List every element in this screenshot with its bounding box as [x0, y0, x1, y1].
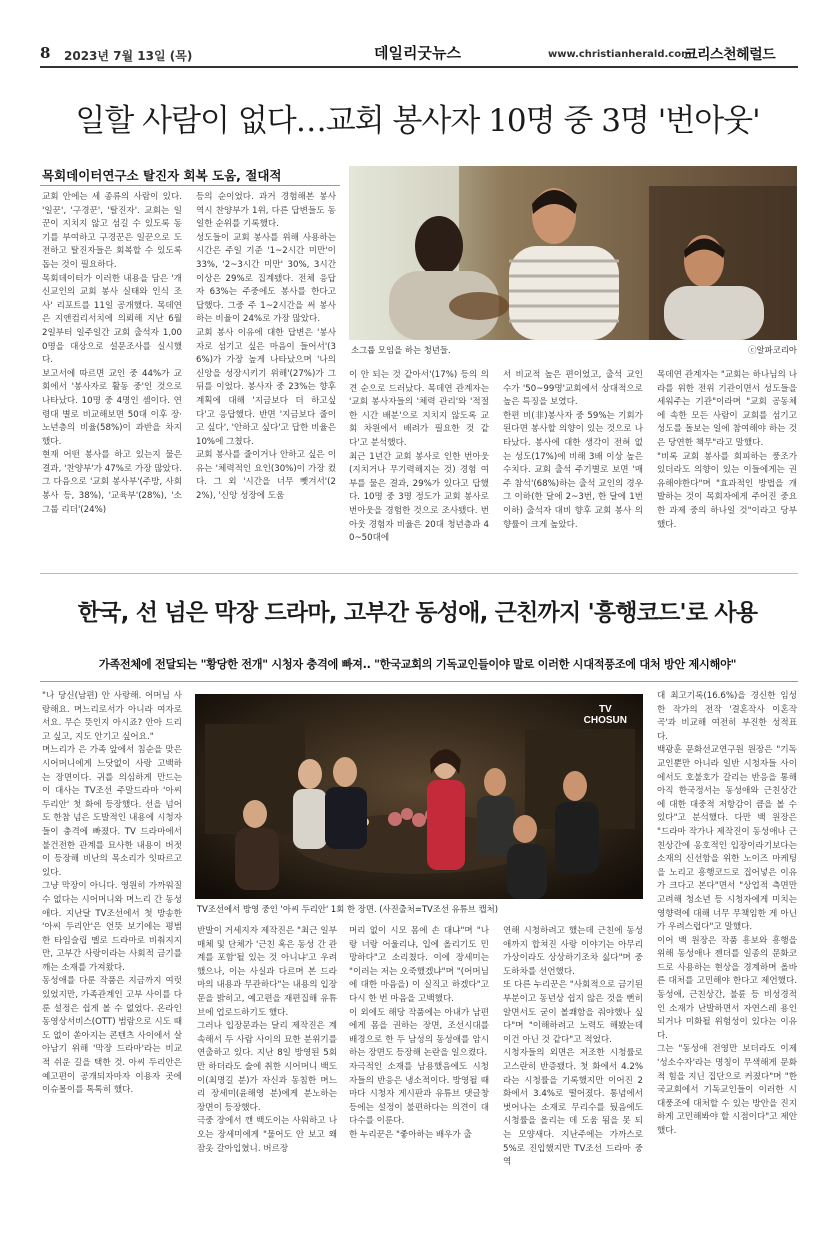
article2-photo: [195, 694, 643, 899]
article1-column-2: [196, 191, 336, 566]
tv-chosun-logo-top: TV: [598, 704, 612, 715]
article2-column-2: [197, 925, 337, 1220]
article-separator: [40, 573, 798, 574]
article2-headline: 한국, 선 넘은 막장 드라마, 고부간 동성애, 근친까지 '흥행코드'로 사용: [77, 600, 758, 626]
article2-column-1: [42, 690, 182, 1220]
article1-photo-illustration: [349, 166, 797, 340]
article1-headline: 일할 사람이 없다…교회 봉사자 10명 중 3명 '번아웃': [75, 103, 760, 139]
header-rule: [40, 66, 798, 68]
article2-subhead: 가족전체에 전달되는 "황당한 전개" 시청자 충격에 빠져.. "한국교회의 기독교인들이야 말로 이러한 시대적풍조에 대처 방안 제시해야": [98, 658, 737, 671]
article2-column-4-text: 연해 시청하려고 했는데 근친에 동성애까지 합쳐진 사랑 이야기는 아무리 가상이라도 상상하기조차 싫다"며 중도하차를 선언했다. 또 다른 누리꾼은 "사회적으로 금기된 부분이고 동년상 쉽지 않은 것을 뻔히 알면서도 굳이 볼쾌함을 줘야했나 싶다"며 "이해하려고 노력도 해봤는데 이건 아닌 것 같다"고 적었다. 시청자들의 외면은 저조한 시청률로 고스란히 반증됐다. 첫 화에서 4.2%라는 시청률을 기록했지만 이어진 2화에서 3.4%로 떨어졌다. 통념에서 벗어나는 소재로 무리수를 뒀음에도 시청률을 올리는 데 도움 됨을 못 되는 모양새다. 지난주에는 가까스로 5%로 진입했지만 TV조선 드라마 중 역: [503, 926, 643, 1168]
article2-column-1-text: "나 당신(남편) 안 사랑해. 어머님 사랑해요. 며느리로서가 아니라 여자로서요. 무슨 뜻인지 아시죠? 안아 드리고 싶고, 지도 안기고 싶어요." 며느리가 은 가족 앞에서 침순을 맞은 시어머니에게 느닷없이 사랑 고백하는 장면이다. 귀를 의심하게 만드는 이 대사는 TV조선 주말드라마 '아씨 두리안' 첫 화에 등장했다. 선을 넘어도 한참 넘은 도발적인 내용에 시청자들이 충격에 빠졌다. TV 드라마에서 불건전한 관계를 묘사한 내용이 버젓이 등장해 비난의 목소리가 잇따르고 있다. 그냥 막장이 아니다. 영원히 가까워질 수 없다는 시어머니와 며느리 간 동성애다. 지난달 TV조선에서 첫 방송한 '아씨 두리안'은 언뜻 보기에는 평범한 타임슬립 멜로 드라마로 비춰지지만, 고부간 사랑이라는 사회적 금기를 깨는 소재를 가져왔다. 동성애를 다룬 작품은 지금까지 여럿 있었지만, 가족관계인 고부 사이를 다룬 설정은 쉽게 볼 수 없었다. 온라인동영상서비스(OTT) 범람으로 시도 때도 없이 쏟아지는 콘텐츠 사이에서 살아남기 위해 '막장 드라마'라는 비교적 쉬운 길을 택한 것. 아씨 두리안은 예고편이 공개되자마자 이용자 곳에 이슈몰이를 톡톡히 했다.: [42, 691, 182, 1096]
tv-chosun-logo-bottom: CHOSUN: [583, 715, 627, 726]
issue-date: 2023년 7월 13일 (목): [64, 49, 193, 63]
tv-chosun-logo: [584, 704, 627, 726]
article1-subhead-rule: [40, 185, 340, 186]
article1-photo: [349, 166, 797, 340]
article2-column-2-text: 반발이 거세지자 제작진은 "최근 일부 매체 및 단체가 '근친 혹은 동성 간 관계를 포함'될 있는 것 아니냐'고 우려했으나, 이는 사실과 다르며 본 드라마의 내용과 무관하다"는 내용의 입장문을 밝히고, 예고편을 재편집해 유튜브에 업로드하기도 했다. 그러나 입장문과는 달리 제작진은 계속해서 두 사람 사이의 묘한 분위기를 연출하고 있다. 지난 8일 방영된 5회만 하더라도 술에 취한 시어머니 백도이(최명길 분)가 자신과 동침한 며느리 장세미(윤해영 분)에게 분노하는 장면이 등장했다. 극중 장에서 깬 백도이는 사워하고 나오는 장세미에게 "물어도 안 보고 왜 잠옷 갈아입혔니. 버르장: [197, 926, 337, 1154]
article2-photo-illustration: [195, 694, 643, 899]
article1-column-4: [503, 369, 643, 566]
article1-photo-caption: 소그룹 모임을 하는 청년들.: [351, 345, 451, 355]
article1-column-3: [349, 369, 489, 566]
article2-column-4: [503, 925, 643, 1220]
article2-column-3-text: 머리 없이 시모 몸에 손 대냐"며 "나랑 너랑 어울리냐, 입에 올리기도 민망하다"고 소리쳤다. 이에 장세미는 "이러는 저는 오죽했겠냐"며 "(어머님에 대한 마음을) 이 실직고 하겠다"고 다시 한 번 마음을 고백했다. 이 외에도 해당 작품에는 아내가 남편에게 몸을 권하는 장면, 조선시대를 배경으로 한 두 남성의 동성애를 암시하는 장면도 등장해 논란을 일으켰다. 자극적인 소재를 남용했음에도 시청자들의 반응은 냉소적이다. 방영될 때마다 시청자 게시판과 유튜브 댓글창 등에는 설정이 불편하다는 의견이 대다수를 이룬다. 한 누리꾼은 "좋아하는 배우가 출: [349, 926, 489, 1140]
article1-column-2-text: 등의 순이었다. 과거 경험해본 봉사 역시 찬양부가 1위, 다른 답변들도 동일한 순위를 기록했다. 성도들이 교회 봉사를 위해 사용하는 시간은 주일 기준 '1~2시간 미만'이 33%, '2~3시간 미만' 30%, 3시간 이상은 29%로 집계됐다. 전체 응답자 63%는 주중에도 봉사를 한다고 답했다. 그중 주 1~2시간을 써 봉사하는 비율이 24%로 가장 많았다. 교회 봉사 이유에 대한 답변은 '봉사자로 섬기고 싶은 마음이 들어서'(36%)가 가장 높게 나타났으며 '나의 신앙을 성장시키기 위해'(27%)가 그 뒤를 이었다. 봉사자 중 23%는 향후 계획에 대해 '지금보다 더 하고싶다'고 응답했다. 반면 '지금보다 줄이고 싶다', '안하고 싶다'고 답한 비율은 10%에 그쳤다. 교회 봉사를 줄이거나 안하고 싶은 이유는 '체력적인 요인(30%)이 가장 컸다. 그 외 '시간을 너무 뺏겨서'(22%), '신앙 성장에 도움: [196, 192, 336, 502]
page-number: 8: [40, 44, 51, 62]
article1-column-5: [657, 369, 797, 566]
article2-column-3: [349, 925, 489, 1220]
article1-column-1-text: 교회 안에는 세 종류의 사람이 있다. '일꾼', '구경꾼', '탈진자'. 교회는 일꾼이 지치지 않고 섬길 수 있도록 동기를 부여하고 구경꾼은 일꾼으로 도전하고 탈진자들은 회복할 수 있도록 돕는 것이 필요하다. 목회데이터가 이러한 내용을 담은 '개신교인의 교회 봉사 실태와 인식 조사' 리포트를 11일 공개했다. 목데연은 지앤컴리서치에 의뢰해 지난 6월 2일부터 일주일간 교회 출석자 1,000명을 대상으로 설문조사를 실시했다. 보고서에 따르면 교인 중 44%가 교회에서 '봉사자로 활동 중'인 것으로 나타났다. 10명 중 4명인 셈이다. 연령대 별로 비교해보면 50대 이후 장·노년층의 비율(58%)이 과반을 차지했다. 현재 어떤 봉사를 하고 있는지 물은 결과, '찬양부'가 47%로 가장 많았다. 그 다음으로 '교회 봉사부'(주방, 사회봉사 등, 38%), '교육부'(28%), '소그룹 리더'(24%): [42, 192, 182, 515]
article2-column-5-text: 대 최고기록(16.6%)을 경신한 임성한 작가의 전작 '결혼작사 이혼작곡'과 비교해 여전히 부진한 성적표다. 백광훈 문화선교연구원 원장은 "기독교인뿐만 아니라 일반 시청자들 사이에서도 호불호가 갈리는 반응을 통해 아직 한국정서는 동성애와 근친상간에 대한 대중적 저항감이 큼을 볼 수 있다"고 분석했다. 다만 백 원장은 "드라마 작가나 제작진이 동성애나 근친상간에 옹호적인 입장이라기보다는 소재의 신선함을 위한 노이즈 마케팅을 노리고 흥행코드로 집어넣은 이유가 크다고 본다"면서 "상업적 측면만 고려해 청소년 등 시청자에게 미치는 영향력에 대해 너무 무책임한 게 아닌가 우려스럽다"고 말했다. 이어 백 원장은 작품 흥보와 흥행을 위해 동성애나 젠더를 일종의 문화코드로 사용하는 현상을 경계하며 올바른 대처를 고민해야 한다고 제언했다. 동성애, 근친상간, 불륜 등 비성경적인 소재가 난발하면서 자연스레 용인되거나 미화될 위험성이 있다는 이유다. 그는 "동성애 전영만 보더라도 이제 '성소수자'라는 명칭이 무색해게 문화적 힘을 지닌 집단으로 커졌다"며 "한국교회에서 기독교인들이 이러한 시대풍조에 대처할 수 있는 방안을 진지하게 고민해봐야 할 시점이다"고 제안했다.: [657, 691, 797, 1136]
section-title: 데일리굿뉴스: [374, 44, 461, 62]
article1-subhead: 목회데이터연구소 탈진자 회복 도움, 절대적: [42, 168, 282, 183]
article1-column-3-text: 이 안 되는 것 같아서'(17%) 등의 의견 순으로 드러났다. 목데연 관계자는 '교회 봉사자들의 '체력 관리'와 '적절한 시간 배분'으로 지치지 않도록 교회 차원에서 배려가 필요한 것 같다'고 분석했다. 최근 1년간 교회 봉사로 인한 번아웃(지치거나 무기력해지는 것) 경험 여부를 물은 결과, 29%가 있다고 답했다. 10명 중 3명 정도가 교회 봉사로 번아웃을 경험한 것으로 조사됐다. 번아웃 경험자 비율은 20대 청년층과 40~50대에: [349, 370, 489, 544]
article1-column-1: [42, 191, 182, 566]
newspaper-brand: 크리스천헤럴드: [684, 47, 776, 63]
article1-column-4-text: 서 비교적 높은 편이었고, 출석 교인 수가 '50~99명'교회에서 상대적으로 높은 특징을 보였다. 한편 비(非)봉사자 중 59%는 기회가 된다면 봉사할 의향이 있는 것으로 나타났다. 봉사에 대한 생각이 전혀 없는 성도(17%)에 비해 3배 이상 높은 수치다. 교회 출석 주기별로 보면 '매주 참석'(68%)하는 출석 교인의 경우 그 이하(한 달에 2~3번, 한 달에 1번 이하) 출석자 대비 향후 교회 봉사 의향률이 크게 높았다.: [503, 370, 643, 530]
website-url[interactable]: www.christianherald.com: [548, 49, 692, 60]
article1-photo-credit: ⓒ알파코리아: [748, 345, 797, 355]
article2-subhead-rule: [40, 681, 798, 682]
article2-photo-caption: TV조선에서 방영 중인 '아씨 두리안' 1회 한 장면. (사진출처=TV조선 유튜브 캡처): [197, 904, 498, 914]
article2-column-5: [657, 690, 797, 1220]
article1-column-5-text: 목데연 관계자는 "교회는 하나님의 나라를 위한 전위 기관이면서 성도들을 세워주는 기관"이라며 "교회 공동체에 속한 모든 사람이 교회를 섬기고 성도를 돌보는 일에 참여해야 하는 것은 당연한 책무"라고 말했다. "비록 교회 봉사를 회피하는 풍조가 있더라도 의향이 있는 이들에게는 권유해야한다"며 "효과적인 방법을 개발하는 것이 목회자에게 주어진 중요한 과제 중의 하나일 것"이라고 당부했다.: [657, 370, 797, 530]
